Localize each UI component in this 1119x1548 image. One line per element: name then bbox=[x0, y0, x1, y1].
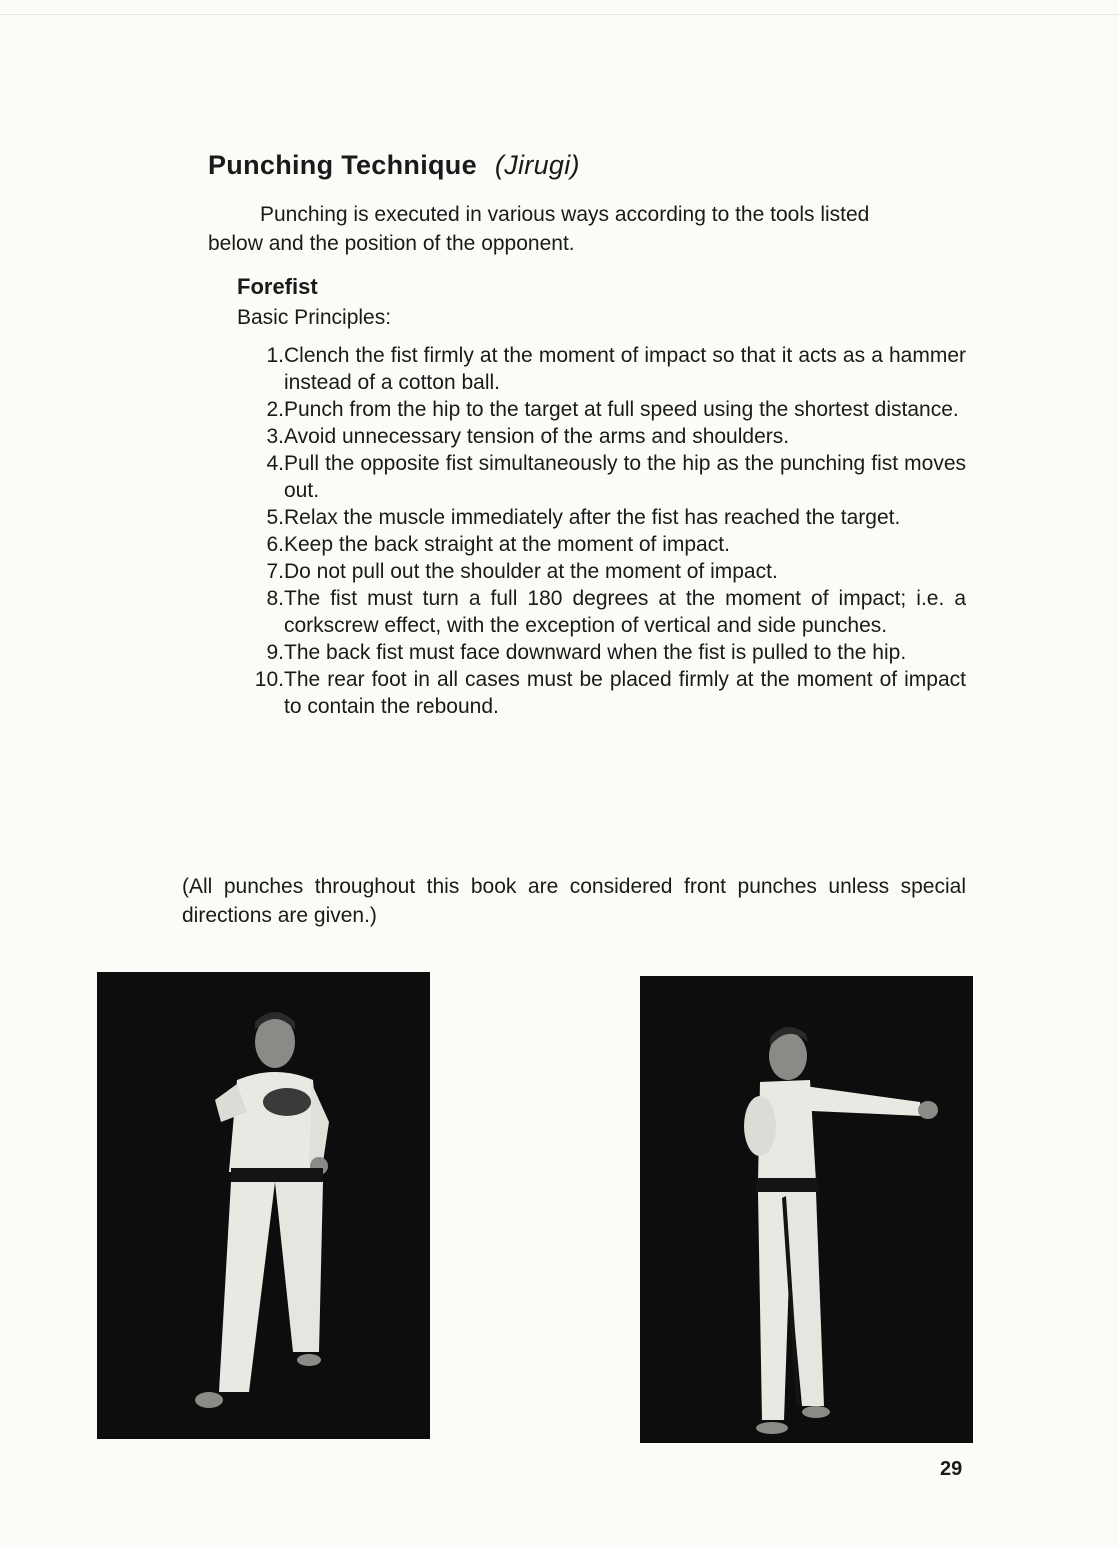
principle-number bbox=[238, 558, 284, 585]
principle-item bbox=[238, 639, 966, 666]
page-number: 29 bbox=[940, 1458, 963, 1480]
principle-text: Avoid unnecessary tension of the arms and shoulders. bbox=[284, 425, 790, 448]
photo-front-stance bbox=[97, 972, 430, 1439]
principle-item bbox=[238, 423, 966, 450]
principle-item bbox=[238, 666, 966, 720]
scan-edge-line bbox=[0, 14, 1119, 15]
principle-item bbox=[238, 396, 966, 423]
principle-item bbox=[238, 531, 966, 558]
principle-number bbox=[238, 396, 284, 423]
principle-number bbox=[238, 585, 284, 639]
title-text: Punching Technique bbox=[208, 150, 477, 180]
principle-number-text: 8. bbox=[266, 587, 284, 610]
principle-number bbox=[238, 504, 284, 531]
principle-text: The rear foot in all cases must be placed firmly at the moment of impact to contain the rebound. bbox=[284, 668, 966, 718]
photo-front-stance-figure bbox=[97, 972, 430, 1439]
principle-item bbox=[238, 450, 966, 504]
principle-number bbox=[238, 639, 284, 666]
principle-text: Punch from the hip to the target at full speed using the shortest distance. bbox=[284, 398, 959, 421]
principle-text: The back fist must face downward when the fist is pulled to the hip. bbox=[284, 641, 907, 664]
principle-number-text: 3. bbox=[266, 425, 284, 448]
principle-number bbox=[238, 450, 284, 504]
principle-item bbox=[238, 585, 966, 639]
intro-paragraph bbox=[208, 200, 888, 258]
principle-text: Do not pull out the shoulder at the moment of impact. bbox=[284, 560, 778, 583]
principle-number bbox=[238, 666, 284, 720]
principle-number bbox=[238, 423, 284, 450]
principle-text: The fist must turn a full 180 degrees at the moment of impact; i.e. a corkscrew effect, with the exception of vertical and side punches. bbox=[284, 587, 966, 637]
principle-number-text: 4. bbox=[266, 452, 284, 475]
principle-text: Pull the opposite fist simultaneously to the hip as the punching fist moves out. bbox=[284, 452, 966, 502]
principle-number-text: 5. bbox=[266, 506, 284, 529]
principle-text: Keep the back straight at the moment of impact. bbox=[284, 533, 730, 556]
title-subtitle: (Jirugi) bbox=[494, 150, 580, 180]
page-title bbox=[208, 150, 580, 181]
intro-text: Punching is executed in various ways according to the tools listed below and the position of the opponent. bbox=[208, 203, 870, 255]
principle-item bbox=[238, 558, 966, 585]
principle-number bbox=[238, 531, 284, 558]
principle-item bbox=[238, 342, 966, 396]
principles-list bbox=[238, 342, 966, 720]
principle-number-text: 6. bbox=[266, 533, 284, 556]
principle-number-text: 1. bbox=[266, 344, 284, 367]
principle-number-text: 9. bbox=[266, 641, 284, 664]
section-subheading: Basic Principles: bbox=[237, 306, 392, 329]
principle-number-text: 10. bbox=[254, 668, 284, 691]
principle-number-text: 7. bbox=[266, 560, 284, 583]
photo-side-stance-figure bbox=[640, 976, 973, 1443]
principle-item bbox=[238, 504, 966, 531]
principle-number bbox=[238, 342, 284, 396]
principle-text: Relax the muscle immediately after the fist has reached the target. bbox=[284, 506, 901, 529]
section-heading: Forefist bbox=[237, 274, 318, 299]
principle-number-text: 2. bbox=[266, 398, 284, 421]
note-paragraph: (All punches throughout this book are considered front punches unless special directions are given.) bbox=[182, 875, 966, 927]
principle-text: Clench the fist firmly at the moment of impact so that it acts as a hammer instead of a cotton ball. bbox=[284, 344, 966, 394]
photo-side-stance bbox=[640, 976, 973, 1443]
